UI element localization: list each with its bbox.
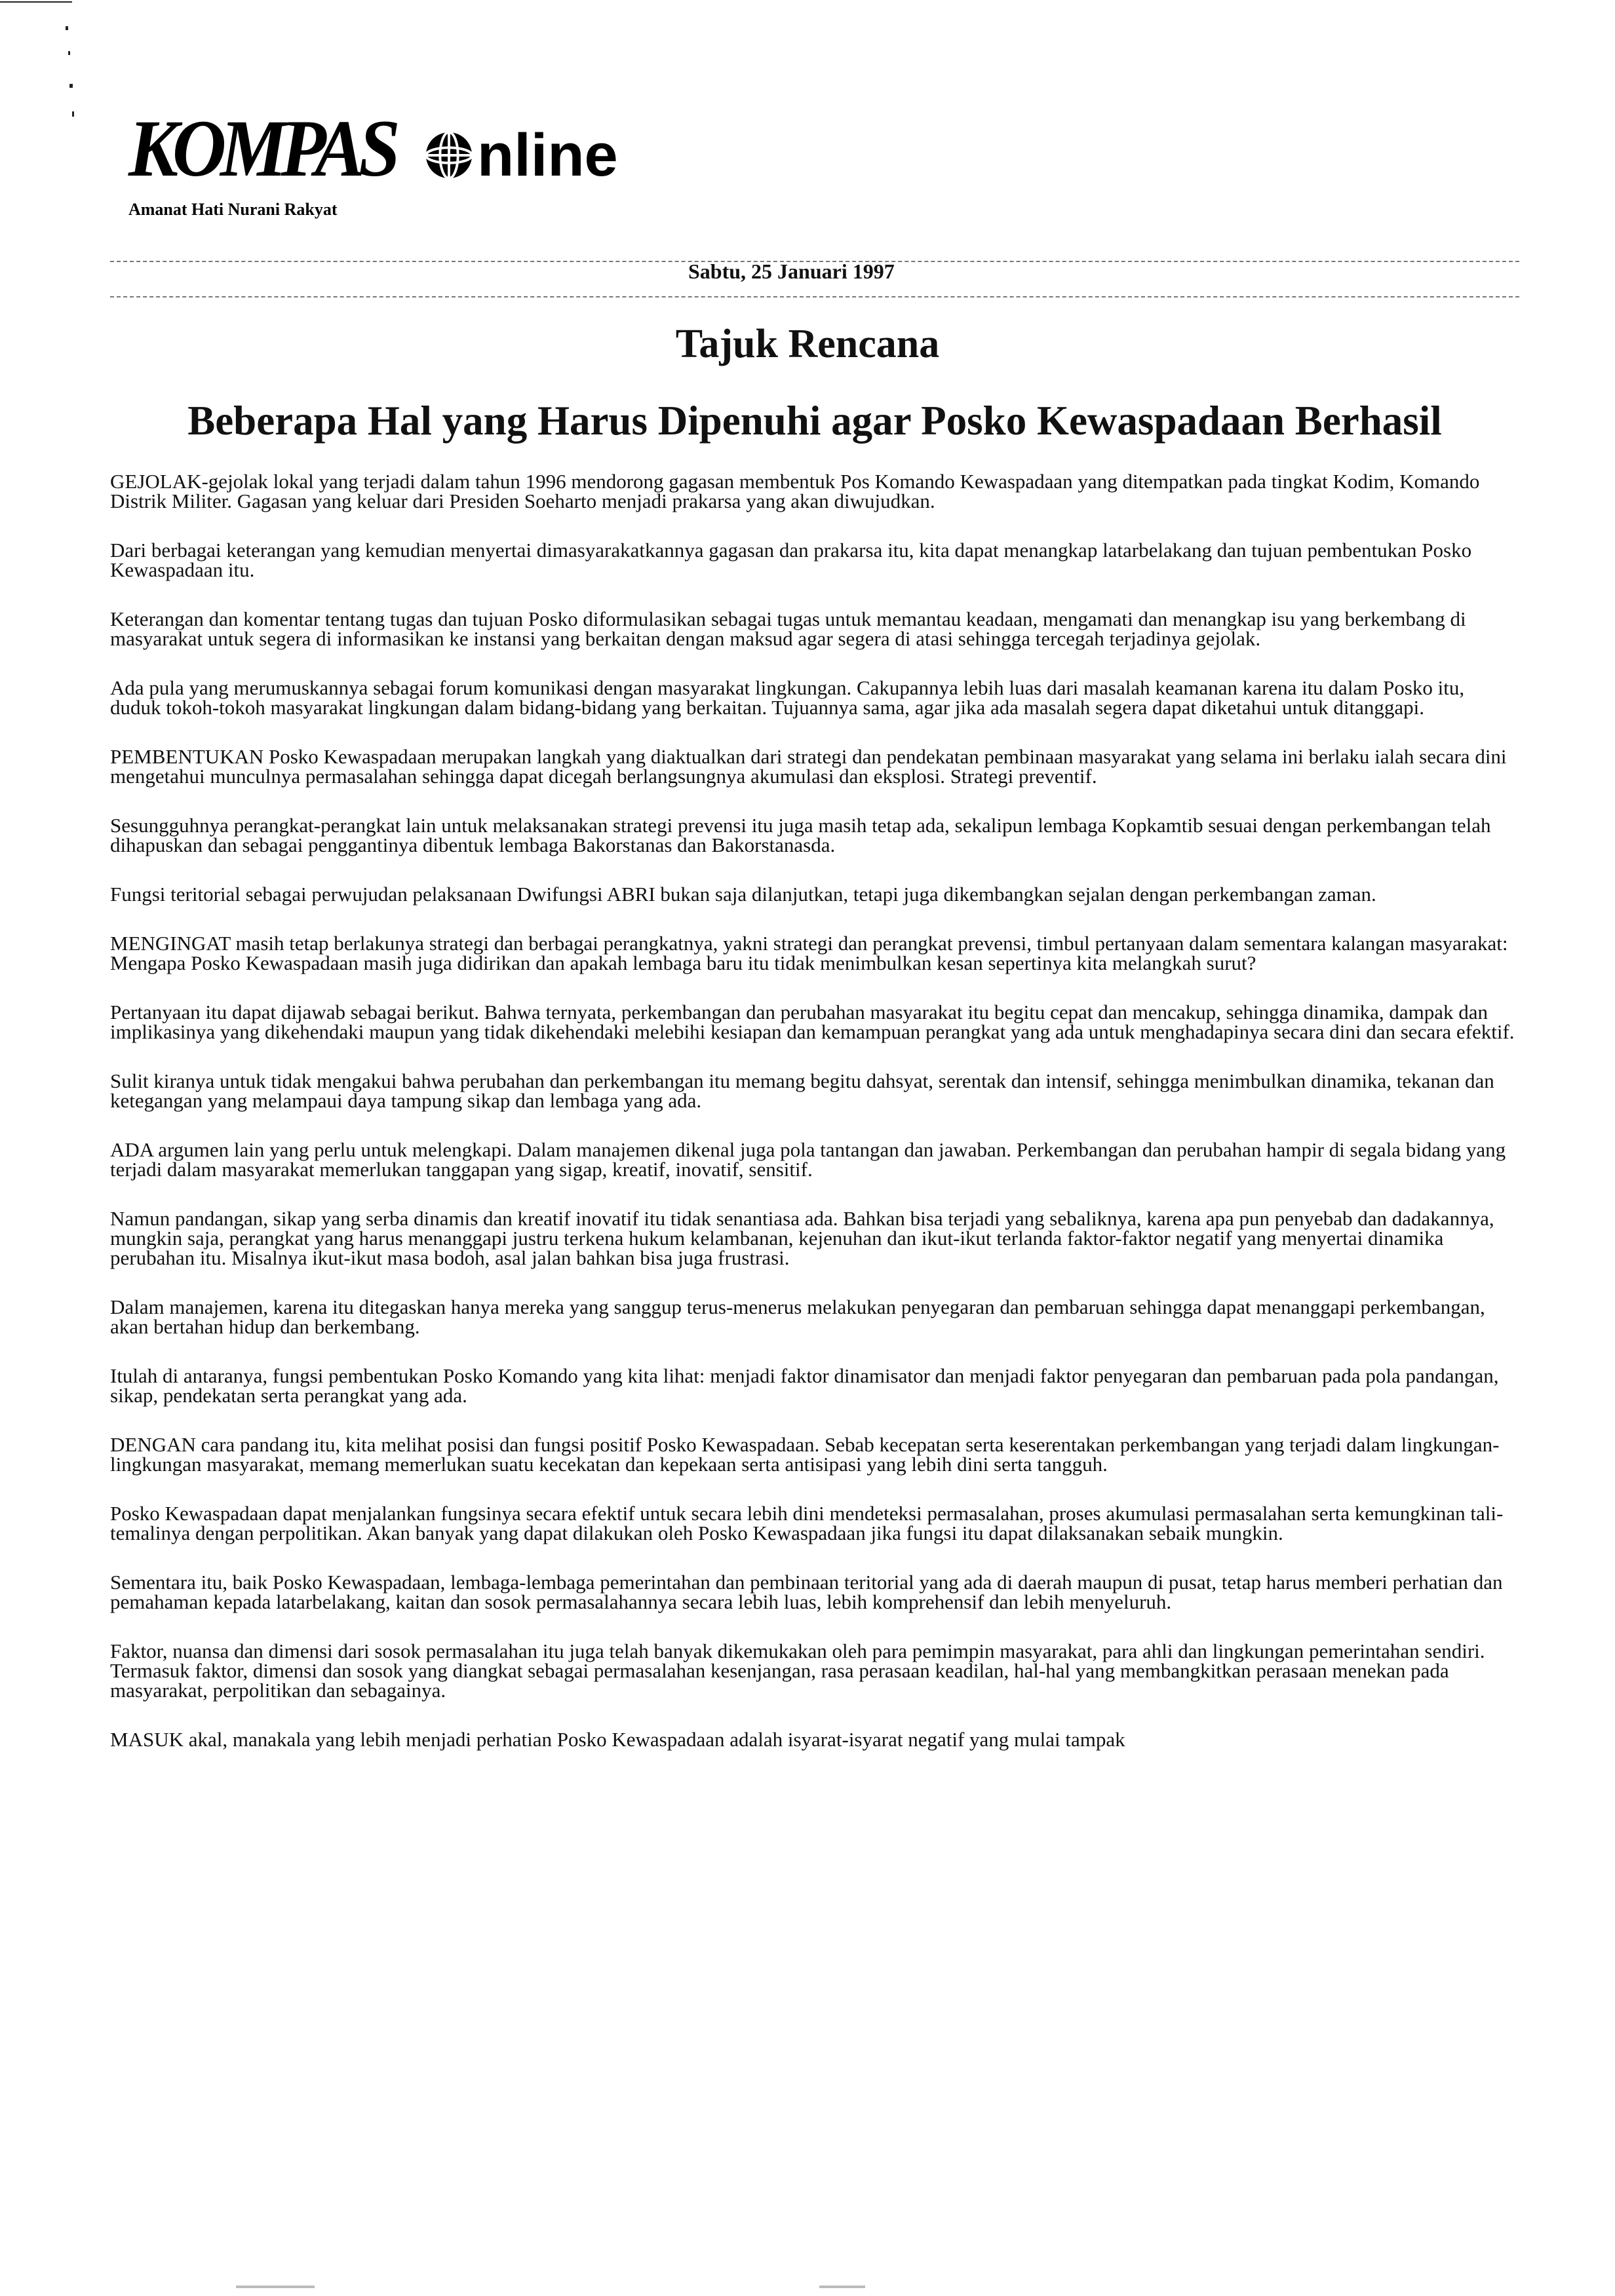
article-paragraph: Faktor, nuansa dan dimensi dari sosok permasalahan itu juga telah banyak dikemukakan oleh para pemimpin masyarakat, para ahli dan lingkungan pemerintahan sendiri. Termasuk faktor, dimensi dan sosok yang diangkat sebagai permasalahan kesenjangan, rasa perasaan keadilan, hal-hal yang membangkitkan perasaan menekan pada masyarakat, perpolitikan dan sebagainya. bbox=[110, 1639, 1485, 1702]
article-paragraph: Keterangan dan komentar tentang tugas dan tujuan Posko diformulasikan sebagai tugas untuk memantau keadaan, mengamati dan menangkap isu yang berkembang di masyarakat untuk segera di informasikan ke instansi yang berkaitan dengan maksud agar segera di atasi sehingga tercegah terjadinya gejolak. bbox=[110, 607, 1466, 650]
logo-online-text: nline bbox=[477, 122, 618, 189]
article-paragraph: Posko Kewaspadaan dapat menjalankan fungsinya secara efektif untuk secara lebih dini mendeteksi permasalahan, proses akumulasi permasalahan serta kemungkinan tali-temalinya dengan perpolitikan. Akan banyak yang dapat dilakukan oleh Posko Kewaspadaan jika fungsi itu dapat dilaksanakan sebaik mungkin. bbox=[110, 1502, 1504, 1544]
scan-speck bbox=[66, 26, 68, 30]
article-paragraph: Pertanyaan itu dapat dijawab sebagai berikut. Bahwa ternyata, perkembangan dan perubahan masyarakat itu begitu cepat dan mencakup, sehingga dinamika, dampak dan implikasinya yang dikehendaki maupun yang tidak dikehendaki melebihi kesiapan dan kemampuan perangkat yang ada untuk menghadapinya secara dini dan secara efektif. bbox=[110, 1001, 1515, 1043]
article-paragraph: MENGINGAT masih tetap berlakunya strategi dan berbagai perangkatnya, yakni strategi dan perangkat prevensi, timbul pertanyaan dalam sementara kalangan masyarakat: Mengapa Posko Kewaspadaan masih juga didirikan dan apakah lembaga baru itu tidak menimbulkan kesan sepertinya kita melangkah surut? bbox=[110, 932, 1508, 974]
article-paragraph: Sesungguhnya perangkat-perangkat lain untuk melaksanakan strategi prevensi itu juga masih tetap ada, sekalipun lembaga Kopkamtib sesuai dengan perkembangan telah dihapuskan dan sebagai penggantinya dibentuk lembaga Bakorstanas dan Bakorstanasda. bbox=[110, 814, 1491, 856]
masthead-logo bbox=[128, 104, 705, 233]
article-paragraph: Dari berbagai keterangan yang kemudian menyertai dimasyarakatkannya gagasan dan prakarsa itu, kita dapat menangkap latarbelakang dan tujuan pembentukan Posko Kewaspadaan itu. bbox=[110, 539, 1472, 581]
article-headline: Beberapa Hal yang Harus Dipenuhi agar Posko Kewaspadaan Berhasil bbox=[187, 398, 1442, 444]
scan-smudge bbox=[236, 2286, 315, 2288]
article-paragraph: Sementara itu, baik Posko Kewaspadaan, lembaga-lembaga pemerintahan dan pembinaan teritorial yang ada di daerah maupun di pusat, tetap harus memberi perhatian dan pemahaman kepada latarbelakang, kaitan dan sosok permasalahannya secara lebih luas, lebih komprehensif dan lebih menyeluruh. bbox=[110, 1571, 1503, 1613]
publication-date: Sabtu, 25 Januari 1997 bbox=[688, 259, 895, 283]
article-paragraph: ADA argumen lain yang perlu untuk melengkapi. Dalam manajemen dikenal juga pola tantangan dan jawaban. Perkembangan dan perubahan hampir di segala bidang yang terjadi dalam masyarakat memerlukan tanggapan yang sigap, kreatif, inovatif, sensitif. bbox=[110, 1138, 1506, 1181]
article-paragraph: MASUK akal, manakala yang lebih menjadi perhatian Posko Kewaspadaan adalah isyarat-isyarat negatif yang mulai tampak bbox=[110, 1728, 1125, 1751]
article-body bbox=[110, 472, 1519, 1779]
article-paragraph: Itulah di antaranya, fungsi pembentukan Posko Komando yang kita lihat: menjadi faktor dinamisator dan menjadi faktor penyegaran dan pembaruan pada pola pandangan, sikap, pendekatan serta perangkat yang ada. bbox=[110, 1364, 1499, 1407]
scan-speck bbox=[68, 51, 70, 55]
article-paragraph: DENGAN cara pandang itu, kita melihat posisi dan fungsi positif Posko Kewaspadaan. Sebab kecepatan serta keserentakan perkembangan yang terjadi dalam lingkungan-lingkungan masyarakat, memang memerlukan suatu kecekatan dan kepekaan serta antisipasi yang lebih dini serta tangguh. bbox=[110, 1433, 1500, 1476]
article-paragraph: Fungsi teritorial sebagai perwujudan pelaksanaan Dwifungsi ABRI bukan saja dilanjutkan, tetapi juga dikembangkan sejalan dengan perkembangan zaman. bbox=[110, 883, 1376, 906]
article-paragraph: Dalam manajemen, karena itu ditegaskan hanya mereka yang sanggup terus-menerus melakukan penyegaran dan pembaruan sehingga dapat menanggapi perkembangan, akan bertahan hidup dan berkembang. bbox=[110, 1295, 1485, 1338]
scan-smudge bbox=[819, 2286, 865, 2288]
logo-tagline: Amanat Hati Nurani Rakyat bbox=[128, 200, 338, 219]
article-paragraph: Namun pandangan, sikap yang serba dinamis dan kreatif inovatif itu tidak senantiasa ada. Bahkan bisa terjadi yang sebaliknya, karena apa pun penyebab dan dadakannya, mungkin saja, perangkat yang harus menanggapi justru terkena hukum kelambanan, kejenuhan dan ikut-ikut terlanda faktor-faktor negatif yang menyertai dinamika perubahan itu. Misalnya ikut-ikut masa bodoh, asal jalan bahkan bisa juga frustrasi. bbox=[110, 1207, 1494, 1269]
section-title: Tajuk Rencana bbox=[675, 322, 940, 366]
scan-speck bbox=[69, 84, 73, 88]
logo-online bbox=[423, 122, 618, 189]
article-paragraph: GEJOLAK-gejolak lokal yang terjadi dalam tahun 1996 mendorong gagasan membentuk Pos Komando Kewaspadaan yang ditempatkan pada tingkat Kodim, Komando Distrik Militer. Gagasan yang keluar dari Presiden Soeharto menjadi prakarsa yang akan diwujudkan. bbox=[110, 470, 1480, 512]
article-paragraph: Ada pula yang merumuskannya sebagai forum komunikasi dengan masyarakat lingkungan. Cakupannya lebih luas dari masalah keamanan karena itu dalam Posko itu, duduk tokoh-tokoh masyarakat lingkungan dalam bidang-bidang yang berkaitan. Tujuannya sama, agar jika ada masalah segera dapat diketahui untuk ditanggapi. bbox=[110, 676, 1465, 719]
article-paragraph: PEMBENTUKAN Posko Kewaspadaan merupakan langkah yang diaktualkan dari strategi dan pendekatan pembinaan masyarakat yang selama ini berlaku ialah secara dini mengetahui munculnya permasalahan sehingga dapat dicegah berlangsungnya akumulasi dan eksplosi. Strategi preventif. bbox=[110, 745, 1507, 788]
logo-brand: KOMPAS bbox=[128, 104, 395, 193]
scan-edge-line bbox=[0, 1, 72, 3]
article-paragraph: Sulit kiranya untuk tidak mengakui bahwa perubahan dan perkembangan itu memang begitu dahsyat, serentak dan intensif, sehingga menimbulkan dinamika, tekanan dan ketegangan yang melampaui daya tampung sikap dan lembaga yang ada. bbox=[110, 1069, 1494, 1112]
header-rule-bottom bbox=[110, 296, 1519, 297]
scan-speck bbox=[72, 111, 74, 117]
globe-icon bbox=[423, 130, 475, 181]
